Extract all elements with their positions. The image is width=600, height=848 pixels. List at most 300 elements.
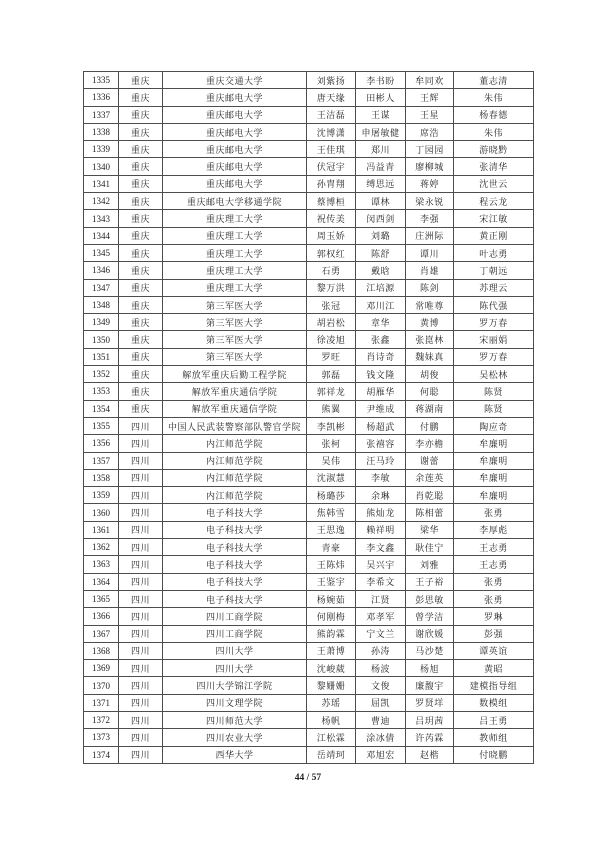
table-row [84, 625, 534, 642]
cell-advisor: 牟廉明 [454, 435, 534, 452]
cell-serial-number: 1350 [84, 331, 119, 348]
cell-province: 四川 [119, 504, 163, 521]
cell-school-name: 电子科技大学 [163, 590, 307, 607]
table-row [84, 729, 534, 746]
cell-serial-number: 1342 [84, 193, 119, 210]
table-row [84, 89, 534, 106]
cell-member-3: 李亦檐 [406, 435, 454, 452]
table-row [84, 487, 534, 504]
cell-member-1: 郭祥龙 [307, 383, 356, 400]
cell-serial-number: 1339 [84, 141, 119, 158]
cell-school-name: 西华大学 [163, 746, 307, 763]
cell-province: 重庆 [119, 175, 163, 192]
cell-member-2: 宁文兰 [356, 625, 406, 642]
cell-member-2: 赖祥明 [356, 521, 406, 538]
cell-school-name: 四川文理学院 [163, 694, 307, 711]
table-row [84, 746, 534, 763]
cell-school-name: 重庆理工大学 [163, 227, 307, 244]
cell-school-name: 重庆理工大学 [163, 210, 307, 227]
cell-province: 重庆 [119, 262, 163, 279]
cell-member-2: 曹迪 [356, 711, 406, 728]
cell-province: 四川 [119, 452, 163, 469]
cell-member-1: 胡岩松 [307, 314, 356, 331]
table-row [84, 158, 534, 175]
cell-member-3: 王子裕 [406, 573, 454, 590]
cell-member-1: 杨璐莎 [307, 487, 356, 504]
cell-advisor: 罗万春 [454, 314, 534, 331]
cell-member-2: 刘璐 [356, 227, 406, 244]
cell-advisor: 李厚彪 [454, 521, 534, 538]
cell-member-2: 邓旭宏 [356, 746, 406, 763]
cell-member-1: 熊韵霖 [307, 625, 356, 642]
cell-member-1: 苏瑶 [307, 694, 356, 711]
cell-advisor: 牟廉明 [454, 469, 534, 486]
table-row [84, 296, 534, 313]
cell-member-3: 马沙楚 [406, 642, 454, 659]
cell-member-3: 黄博 [406, 314, 454, 331]
cell-member-2: 闵西剑 [356, 210, 406, 227]
cell-member-2: 李文鑫 [356, 539, 406, 556]
cell-member-2: 冯益青 [356, 158, 406, 175]
cell-serial-number: 1347 [84, 279, 119, 296]
cell-member-2: 申屠敏健 [356, 123, 406, 140]
table-row [84, 279, 534, 296]
cell-member-3: 余莲英 [406, 469, 454, 486]
table-row [84, 417, 534, 434]
cell-school-name: 四川工商学院 [163, 625, 307, 642]
table-row [84, 106, 534, 123]
cell-province: 重庆 [119, 400, 163, 417]
cell-serial-number: 1358 [84, 469, 119, 486]
cell-member-1: 刘紫扬 [307, 72, 356, 89]
cell-school-name: 电子科技大学 [163, 521, 307, 538]
cell-serial-number: 1353 [84, 383, 119, 400]
table-row [84, 244, 534, 261]
cell-school-name: 解放军重庆通信学院 [163, 400, 307, 417]
cell-province: 重庆 [119, 193, 163, 210]
cell-member-1: 孙胄翔 [307, 175, 356, 192]
cell-advisor: 陈贤 [454, 400, 534, 417]
cell-member-1: 吴伟 [307, 452, 356, 469]
cell-serial-number: 1370 [84, 677, 119, 694]
cell-province: 重庆 [119, 72, 163, 89]
award-list-table [83, 71, 534, 764]
cell-advisor: 张清华 [454, 158, 534, 175]
cell-member-2: 李希文 [356, 573, 406, 590]
cell-province: 重庆 [119, 89, 163, 106]
cell-serial-number: 1338 [84, 123, 119, 140]
cell-member-2: 李书盼 [356, 72, 406, 89]
table-row [84, 227, 534, 244]
cell-province: 四川 [119, 746, 163, 763]
cell-serial-number: 1371 [84, 694, 119, 711]
cell-member-2: 杨超武 [356, 417, 406, 434]
cell-advisor: 苏理云 [454, 279, 534, 296]
cell-serial-number: 1368 [84, 642, 119, 659]
table-row [84, 711, 534, 728]
cell-province: 四川 [119, 677, 163, 694]
cell-school-name: 内江师范学院 [163, 487, 307, 504]
cell-member-2: 章华 [356, 314, 406, 331]
cell-school-name: 第三军医大学 [163, 314, 307, 331]
cell-member-3: 彭思敏 [406, 590, 454, 607]
cell-school-name: 重庆邮电大学 [163, 89, 307, 106]
table-row [84, 193, 534, 210]
cell-province: 四川 [119, 729, 163, 746]
table-row [84, 642, 534, 659]
table-row [84, 660, 534, 677]
cell-member-3: 胡俊 [406, 366, 454, 383]
cell-member-3: 吕玥茜 [406, 711, 454, 728]
page-number: 44 / 57 [294, 773, 322, 783]
cell-member-3: 庄洲际 [406, 227, 454, 244]
cell-member-2: 钱文隆 [356, 366, 406, 383]
cell-member-1: 沈淑慧 [307, 469, 356, 486]
cell-province: 四川 [119, 469, 163, 486]
table-row [84, 383, 534, 400]
cell-member-1: 沈峻葳 [307, 660, 356, 677]
cell-school-name: 内江师范学院 [163, 452, 307, 469]
cell-member-2: 戴晗 [356, 262, 406, 279]
cell-advisor: 王志勇 [454, 556, 534, 573]
cell-school-name: 重庆邮电大学 [163, 175, 307, 192]
cell-school-name: 重庆邮电大学 [163, 106, 307, 123]
cell-member-1: 王佳琪 [307, 141, 356, 158]
cell-school-name: 四川师范大学 [163, 711, 307, 728]
cell-member-1: 青豪 [307, 539, 356, 556]
cell-school-name: 电子科技大学 [163, 556, 307, 573]
cell-member-3: 陈剑 [406, 279, 454, 296]
cell-member-1: 王鉴宇 [307, 573, 356, 590]
cell-province: 四川 [119, 711, 163, 728]
cell-province: 重庆 [119, 348, 163, 365]
table-row [84, 504, 534, 521]
table-row [84, 348, 534, 365]
cell-serial-number: 1364 [84, 573, 119, 590]
table-row [84, 435, 534, 452]
cell-serial-number: 1360 [84, 504, 119, 521]
cell-serial-number: 1369 [84, 660, 119, 677]
cell-advisor: 谭英谊 [454, 642, 534, 659]
cell-school-name: 电子科技大学 [163, 504, 307, 521]
cell-advisor: 陈贤 [454, 383, 534, 400]
cell-serial-number: 1351 [84, 348, 119, 365]
cell-advisor: 叶志勇 [454, 244, 534, 261]
cell-member-2: 陈舒 [356, 244, 406, 261]
cell-member-2: 孙涛 [356, 642, 406, 659]
cell-member-1: 李凯彬 [307, 417, 356, 434]
cell-member-1: 江松霖 [307, 729, 356, 746]
cell-province: 重庆 [119, 296, 163, 313]
cell-member-3: 肖乾聪 [406, 487, 454, 504]
cell-member-2: 李敏 [356, 469, 406, 486]
cell-province: 重庆 [119, 106, 163, 123]
cell-school-name: 电子科技大学 [163, 539, 307, 556]
cell-member-3: 陈相蕾 [406, 504, 454, 521]
cell-school-name: 第三军医大学 [163, 331, 307, 348]
cell-member-3: 魏妹真 [406, 348, 454, 365]
cell-member-1: 王陈炜 [307, 556, 356, 573]
cell-serial-number: 1346 [84, 262, 119, 279]
cell-member-1: 杨婉茹 [307, 590, 356, 607]
cell-province: 四川 [119, 590, 163, 607]
table-row [84, 521, 534, 538]
cell-member-2: 邓孝军 [356, 608, 406, 625]
cell-serial-number: 1348 [84, 296, 119, 313]
cell-member-1: 周玉娇 [307, 227, 356, 244]
cell-school-name: 重庆邮电大学 [163, 158, 307, 175]
cell-school-name: 重庆邮电大学 [163, 123, 307, 140]
cell-advisor: 吴松林 [454, 366, 534, 383]
cell-serial-number: 1363 [84, 556, 119, 573]
cell-advisor: 张勇 [454, 504, 534, 521]
cell-advisor: 陈代强 [454, 296, 534, 313]
cell-serial-number: 1344 [84, 227, 119, 244]
cell-member-1: 张柯 [307, 435, 356, 452]
cell-member-3: 付鹏 [406, 417, 454, 434]
table-row [84, 400, 534, 417]
cell-school-name: 重庆邮电大学 [163, 141, 307, 158]
cell-member-1: 郭磊 [307, 366, 356, 383]
cell-advisor: 建模指导组 [454, 677, 534, 694]
cell-serial-number: 1365 [84, 590, 119, 607]
cell-school-name: 四川大学 [163, 660, 307, 677]
cell-member-2: 江贤 [356, 590, 406, 607]
cell-province: 四川 [119, 435, 163, 452]
cell-member-1: 蔡博桓 [307, 193, 356, 210]
cell-advisor: 数模组 [454, 694, 534, 711]
cell-member-3: 谭川 [406, 244, 454, 261]
cell-serial-number: 1341 [84, 175, 119, 192]
cell-member-1: 熊翼 [307, 400, 356, 417]
table-row [84, 539, 534, 556]
cell-serial-number: 1335 [84, 72, 119, 89]
cell-advisor: 牟廉明 [454, 487, 534, 504]
cell-serial-number: 1355 [84, 417, 119, 434]
cell-province: 四川 [119, 660, 163, 677]
cell-advisor: 宋丽娟 [454, 331, 534, 348]
cell-member-2: 屈凯 [356, 694, 406, 711]
cell-advisor: 罗万春 [454, 348, 534, 365]
cell-province: 重庆 [119, 158, 163, 175]
cell-serial-number: 1345 [84, 244, 119, 261]
cell-member-3: 蒋婷 [406, 175, 454, 192]
cell-serial-number: 1361 [84, 521, 119, 538]
cell-school-name: 解放军重庆通信学院 [163, 383, 307, 400]
cell-member-2: 肖诗奇 [356, 348, 406, 365]
cell-advisor: 朱伟 [454, 89, 534, 106]
cell-member-2: 汪马玲 [356, 452, 406, 469]
cell-serial-number: 1367 [84, 625, 119, 642]
cell-member-1: 黎姗姗 [307, 677, 356, 694]
cell-advisor: 吕王勇 [454, 711, 534, 728]
cell-advisor: 牟廉明 [454, 452, 534, 469]
cell-province: 四川 [119, 694, 163, 711]
cell-serial-number: 1352 [84, 366, 119, 383]
cell-member-3: 梁永锐 [406, 193, 454, 210]
cell-advisor: 教师组 [454, 729, 534, 746]
cell-member-2: 缚思远 [356, 175, 406, 192]
table-row [84, 573, 534, 590]
cell-advisor: 程云龙 [454, 193, 534, 210]
cell-advisor: 彭强 [454, 625, 534, 642]
table-row [84, 469, 534, 486]
table-row [84, 452, 534, 469]
cell-province: 重庆 [119, 366, 163, 383]
cell-advisor: 张勇 [454, 590, 534, 607]
cell-serial-number: 1374 [84, 746, 119, 763]
cell-member-3: 谢欣媛 [406, 625, 454, 642]
cell-province: 重庆 [119, 279, 163, 296]
cell-member-3: 谢蕾 [406, 452, 454, 469]
cell-province: 四川 [119, 625, 163, 642]
cell-member-2: 邓川江 [356, 296, 406, 313]
cell-member-3: 杨旭 [406, 660, 454, 677]
table-row [84, 123, 534, 140]
cell-member-3: 席浩 [406, 123, 454, 140]
cell-province: 重庆 [119, 123, 163, 140]
cell-advisor: 罗琳 [454, 608, 534, 625]
cell-member-3: 梁华 [406, 521, 454, 538]
table-row [84, 72, 534, 89]
cell-province: 重庆 [119, 314, 163, 331]
table-row [84, 590, 534, 607]
cell-advisor: 游晓黔 [454, 141, 534, 158]
cell-advisor: 朱伟 [454, 123, 534, 140]
cell-province: 四川 [119, 642, 163, 659]
table-row [84, 556, 534, 573]
cell-member-2: 胡雁华 [356, 383, 406, 400]
cell-advisor: 丁朝远 [454, 262, 534, 279]
cell-member-3: 刘雅 [406, 556, 454, 573]
cell-member-1: 杨帆 [307, 711, 356, 728]
cell-member-1: 祝传美 [307, 210, 356, 227]
cell-member-3: 李强 [406, 210, 454, 227]
cell-advisor: 沈世云 [454, 175, 534, 192]
cell-advisor: 黄昭 [454, 660, 534, 677]
cell-member-2: 吴兴宇 [356, 556, 406, 573]
cell-serial-number: 1362 [84, 539, 119, 556]
cell-member-2: 王谋 [356, 106, 406, 123]
cell-province: 重庆 [119, 244, 163, 261]
cell-school-name: 四川工商学院 [163, 608, 307, 625]
cell-member-3: 何聪 [406, 383, 454, 400]
cell-member-2: 张鑫 [356, 331, 406, 348]
cell-member-3: 耿佳宁 [406, 539, 454, 556]
cell-member-3: 王星 [406, 106, 454, 123]
cell-school-name: 四川大学 [163, 642, 307, 659]
cell-school-name: 重庆交通大学 [163, 72, 307, 89]
cell-member-2: 文俊 [356, 677, 406, 694]
cell-province: 四川 [119, 573, 163, 590]
cell-advisor: 张勇 [454, 573, 534, 590]
table-row [84, 262, 534, 279]
cell-member-2: 尹维成 [356, 400, 406, 417]
table-row [84, 331, 534, 348]
cell-school-name: 第三军医大学 [163, 296, 307, 313]
cell-serial-number: 1372 [84, 711, 119, 728]
cell-advisor: 杨春德 [454, 106, 534, 123]
cell-member-3: 廉馥宇 [406, 677, 454, 694]
cell-member-3: 牟同欢 [406, 72, 454, 89]
cell-serial-number: 1359 [84, 487, 119, 504]
cell-member-2: 杨波 [356, 660, 406, 677]
cell-serial-number: 1349 [84, 314, 119, 331]
cell-serial-number: 1354 [84, 400, 119, 417]
cell-serial-number: 1336 [84, 89, 119, 106]
cell-school-name: 重庆邮电大学移通学院 [163, 193, 307, 210]
cell-serial-number: 1357 [84, 452, 119, 469]
cell-member-1: 伏冠宇 [307, 158, 356, 175]
cell-member-2: 郑川 [356, 141, 406, 158]
cell-serial-number: 1343 [84, 210, 119, 227]
cell-member-1: 何刚梅 [307, 608, 356, 625]
cell-province: 四川 [119, 608, 163, 625]
cell-member-3: 曾学洁 [406, 608, 454, 625]
cell-advisor: 陶应奇 [454, 417, 534, 434]
table-row [84, 175, 534, 192]
cell-province: 重庆 [119, 383, 163, 400]
cell-member-3: 肖雄 [406, 262, 454, 279]
cell-province: 重庆 [119, 210, 163, 227]
cell-member-2: 谭林 [356, 193, 406, 210]
cell-province: 四川 [119, 539, 163, 556]
cell-member-3: 蒋湖南 [406, 400, 454, 417]
cell-serial-number: 1340 [84, 158, 119, 175]
cell-member-1: 王萧博 [307, 642, 356, 659]
cell-province: 四川 [119, 487, 163, 504]
table-row [84, 677, 534, 694]
cell-member-3: 丁园园 [406, 141, 454, 158]
cell-member-1: 徐凌旭 [307, 331, 356, 348]
cell-member-3: 罗贤垟 [406, 694, 454, 711]
cell-member-3: 赵楷 [406, 746, 454, 763]
cell-school-name: 四川农业大学 [163, 729, 307, 746]
cell-member-1: 罗旺 [307, 348, 356, 365]
cell-serial-number: 1366 [84, 608, 119, 625]
cell-province: 四川 [119, 417, 163, 434]
cell-school-name: 四川大学锦江学院 [163, 677, 307, 694]
cell-province: 重庆 [119, 331, 163, 348]
cell-school-name: 中国人民武装警察部队警官学院 [163, 417, 307, 434]
cell-member-2: 熊灿龙 [356, 504, 406, 521]
cell-school-name: 内江师范学院 [163, 469, 307, 486]
cell-member-2: 余琳 [356, 487, 406, 504]
cell-member-1: 王洁磊 [307, 106, 356, 123]
cell-advisor: 董志清 [454, 72, 534, 89]
table-row [84, 694, 534, 711]
cell-school-name: 内江师范学院 [163, 435, 307, 452]
cell-member-3: 王辉 [406, 89, 454, 106]
cell-serial-number: 1337 [84, 106, 119, 123]
cell-advisor: 付晓鹏 [454, 746, 534, 763]
cell-member-3: 廖柳城 [406, 158, 454, 175]
cell-member-2: 张禧容 [356, 435, 406, 452]
cell-advisor: 宋江敏 [454, 210, 534, 227]
table-row [84, 141, 534, 158]
cell-advisor: 黄正刚 [454, 227, 534, 244]
cell-member-2: 涂冰倩 [356, 729, 406, 746]
cell-province: 重庆 [119, 227, 163, 244]
cell-member-1: 岳靖珂 [307, 746, 356, 763]
cell-member-1: 沈博潇 [307, 123, 356, 140]
cell-member-3: 张崑林 [406, 331, 454, 348]
cell-school-name: 第三军医大学 [163, 348, 307, 365]
table-row [84, 366, 534, 383]
cell-serial-number: 1373 [84, 729, 119, 746]
cell-school-name: 重庆理工大学 [163, 244, 307, 261]
cell-advisor: 王志勇 [454, 539, 534, 556]
